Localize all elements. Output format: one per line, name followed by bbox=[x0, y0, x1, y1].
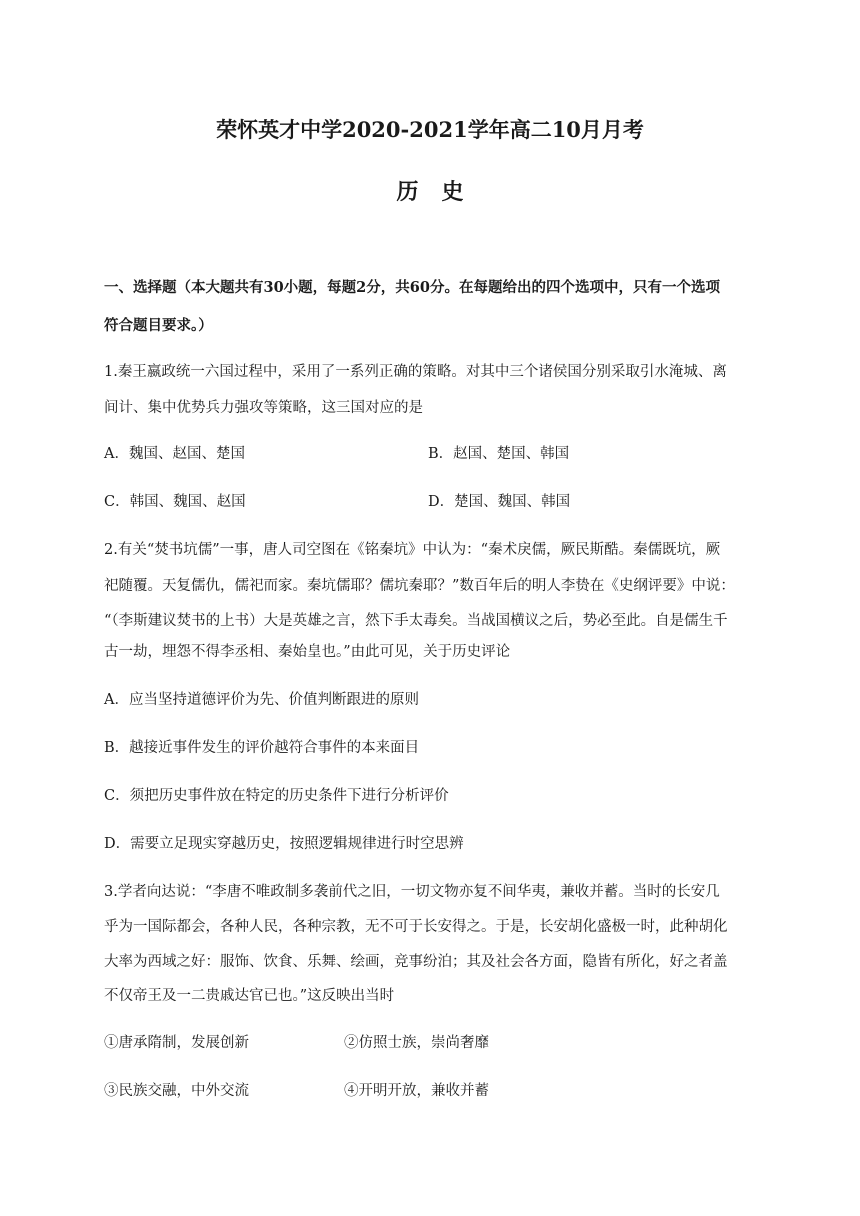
q3-stem-line3: 大率为西域之好：服饰、饮食、乐舞、绘画，竞事纷泊；其及社会各方面，隐皆有所化，好之者盖 bbox=[104, 954, 728, 970]
q2-stem-line4: 古一劫，埋怨不得李丞相、秦始皇也。”由此可见，关于历史评论 bbox=[104, 644, 511, 660]
subject-title: 历 史 bbox=[396, 179, 464, 205]
q1-option-d: D．楚国、魏国、韩国 bbox=[428, 494, 571, 510]
q3-statement-1: ①唐承隋制，发展创新 bbox=[104, 1035, 249, 1051]
q1-option-c: C．韩国、魏国、赵国 bbox=[104, 494, 246, 510]
q2-option-c: C．须把历史事件放在特定的历史条件下进行分析评价 bbox=[104, 788, 449, 804]
q3-stem-line1: 3.学者向达说：“李唐不唯政制多袭前代之旧，一切文物亦复不间华夷，兼收并蓄。当时的长安几 bbox=[104, 884, 720, 900]
q2-option-d: D．需要立足现实穿越历史，按照逻辑规律进行时空思辨 bbox=[104, 836, 464, 852]
exam-title: 荣怀英才中学2020-2021学年高二10月月考 bbox=[216, 117, 644, 142]
q1-stem-line2: 间计、集中优势兵力强攻等策略，这三国对应的是 bbox=[104, 400, 423, 416]
q1-stem-line1: 1.秦王嬴政统一六国过程中，采用了一系列正确的策略。对其中三个诸侯国分别采取引水淹城、离 bbox=[104, 364, 727, 380]
q3-stem-line4: 不仅帝王及一二贵戚达官已也。”这反映出当时 bbox=[104, 988, 395, 1004]
q1-option-a: A．魏国、赵国、楚国 bbox=[104, 446, 245, 462]
q2-stem-line2: 祀随覆。天复儒仇，儒祀而家。秦坑儒耶？儒坑秦耶？”数百年后的明人李贽在《史纲评要》中说： bbox=[104, 578, 735, 594]
q3-stem-line2: 乎为一国际都会，各种人民，各种宗教，无不可于长安得之。于是，长安胡化盛极一时，此种胡化 bbox=[104, 919, 728, 935]
section-heading-line1: 一、选择题（本大题共有30小题，每题2分，共60分。在每题给出的四个选项中，只有一个选项 bbox=[104, 279, 720, 296]
q2-stem-line3: “（李斯建议焚书的上书）大是英雄之言，然下手太毒矣。当战国横议之后，势必至此。自是儒生千 bbox=[104, 613, 728, 629]
q2-stem-line1: 2.有关“焚书坑儒”一事，唐人司空图在《铭秦坑》中认为：“秦术戾儒，厥民斯酷。秦儒既坑，厥 bbox=[104, 542, 721, 558]
q3-statement-4: ④开明开放，兼收并蓄 bbox=[344, 1083, 489, 1099]
q2-option-a: A．应当坚持道德评价为先、价值判断跟进的原则 bbox=[104, 692, 419, 708]
section-heading-line2: 符合题目要求。） bbox=[104, 317, 213, 334]
q1-option-b: B．赵国、楚国、韩国 bbox=[428, 446, 570, 462]
q3-statement-3: ③民族交融，中外交流 bbox=[104, 1083, 249, 1099]
q3-statement-2: ②仿照士族，崇尚奢靡 bbox=[344, 1035, 489, 1051]
q2-option-b: B．越接近事件发生的评价越符合事件的本来面目 bbox=[104, 740, 420, 756]
